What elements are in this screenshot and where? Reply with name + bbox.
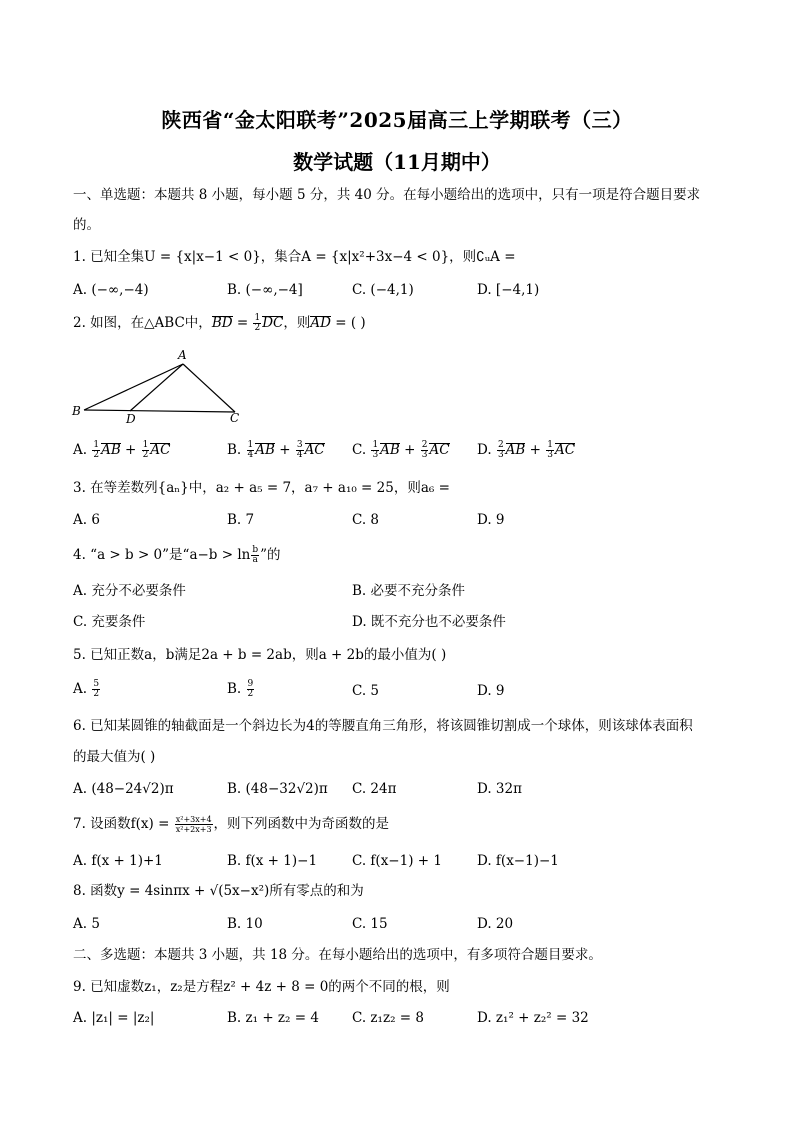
q8-option-d: D. 20 — [477, 916, 514, 932]
q2-label-a: A — [178, 348, 187, 362]
q2-vec-ad: AD — [310, 315, 331, 331]
q6-stem-cont: 的最大值为( ) — [73, 749, 156, 765]
q8-option-a: A. 5 — [73, 916, 100, 932]
q3-option-b: B. 7 — [227, 512, 255, 528]
q3-stem: 3. 在等差数列{aₙ}中，a₂ + a₅ = 7，a₇ + a₁₀ = 25，则a₆ = — [73, 480, 450, 496]
q2-vec-bd: BD — [211, 315, 233, 331]
q7-fraction: $\frac{\text{x²+3x+4}}{\text{x²+2x+3}}$ — [175, 815, 212, 834]
q3-option-a: A. 6 — [73, 512, 100, 528]
q2-option-a: A. $\frac{1}{2}$ AB + $\frac{1}{2}$ AC — [73, 440, 171, 460]
q8-option-c: C. 15 — [352, 916, 388, 932]
q4-frac-b-over-a: $\frac{b}{a}$ — [252, 545, 259, 565]
q7-option-a: A. f(x + 1)+1 — [73, 853, 163, 869]
q5-option-d: D. 9 — [477, 683, 505, 699]
q6-option-c: C. 24π — [352, 781, 397, 797]
q2-option-b: B. $\frac{1}{4}$ AB + $\frac{3}{4}$ AC — [227, 440, 325, 460]
q9-option-b: B. z₁ + z₂ = 4 — [227, 1010, 319, 1026]
q2-stem-intro: 2. 如图，在△ABC中， — [73, 315, 212, 331]
section1-heading: 一、单选题：本题共 8 小题，每小题 5 分，共 40 分。在每小题给出的选项中，只有一项是符合题目要求 — [73, 187, 701, 203]
q7-option-c: C. f(x−1) + 1 — [352, 853, 442, 869]
exam-title: 陕西省“金太阳联考”2025届高三上学期联考（三） — [161, 108, 633, 132]
q5-option-c: C. 5 — [352, 683, 380, 699]
q9-option-d: D. z₁² + z₂² = 32 — [477, 1010, 589, 1026]
q8-stem: 8. 函数y = 4sinπx + √(5x−x²)所有零点的和为 — [73, 883, 364, 899]
q1-option-d: D. [−4,1) — [477, 282, 540, 298]
q2-option-d: D. $\frac{2}{3}$ AB + $\frac{1}{3}$ AC — [477, 440, 576, 460]
q4-option-b: B. 必要不充分条件 — [352, 583, 466, 599]
section1-heading-cont: 的。 — [73, 217, 100, 233]
q2-label-b: B — [72, 404, 81, 418]
q9-option-a: A. |z₁| = |z₂| — [73, 1010, 155, 1026]
q4-option-c: C. 充要条件 — [73, 614, 146, 630]
q4-option-d: D. 既不充分也不必要条件 — [352, 614, 506, 630]
section2-heading: 二、多选题：本题共 3 小题，共 18 分。在每小题给出的选项中，有多项符合题目要求。 — [73, 947, 602, 963]
q5-option-a: A. $\frac{5}{2}$ — [73, 679, 100, 699]
q6-option-a: A. (48−24√2)π — [73, 781, 174, 797]
q9-option-c: C. z₁z₂ = 8 — [352, 1010, 424, 1026]
q2-stem-paren: = ( ) — [335, 315, 366, 331]
q2-vec-dc: DC — [262, 315, 284, 331]
q6-option-b: B. (48−32√2)π — [227, 781, 328, 797]
q2-option-c: C. $\frac{1}{3}$ AB + $\frac{2}{3}$ AC — [352, 440, 450, 460]
q8-option-b: B. 10 — [227, 916, 263, 932]
q5-option-b: B. $\frac{9}{2}$ — [227, 679, 254, 699]
q1-stem: 1. 已知全集U = {x|x−1 < 0}，集合A = {x|x²+3x−4 < 0}，则∁ᵤA = — [73, 249, 516, 265]
q7-option-b: B. f(x + 1)−1 — [227, 853, 318, 869]
exam-subtitle: 数学试题（11月期中） — [293, 150, 501, 174]
q1-option-a: A. (−∞,−4) — [73, 282, 149, 298]
q5-stem: 5. 已知正数a，b满足2a + b = 2ab，则a + 2b的最小值为( ) — [73, 647, 447, 663]
q6-option-d: D. 32π — [477, 781, 522, 797]
q2-label-d: D — [126, 412, 136, 425]
q2-stem: 2. 如图，在△ABC中，BD = $\frac{1}{2}$ DC，则AD = ( ) — [73, 313, 366, 333]
q4-option-a: A. 充分不必要条件 — [73, 583, 186, 599]
q2-frac-half: $\frac{1}{2}$ — [254, 313, 261, 333]
q3-option-d: D. 9 — [477, 512, 505, 528]
q7-option-d: D. f(x−1)−1 — [477, 853, 559, 869]
q4-stem: 4. “a > b > 0”是“a−b > ln $\frac{b}{a}$ ”的 — [73, 545, 281, 565]
q3-option-c: C. 8 — [352, 512, 380, 528]
q2-triangle-figure — [70, 345, 250, 425]
q7-stem: 7. 设函数f(x) = $\frac{\text{x²+3x+4}}{\text{x²+2x+3}}$ ，则下列函数中为奇函数的是 — [73, 815, 390, 834]
q9-stem: 9. 已知虚数z₁，z₂是方程z² + 4z + 8 = 0的两个不同的根，则 — [73, 979, 450, 995]
q6-stem: 6. 已知某圆锥的轴截面是一个斜边长为4的等腰直角三角形，将该圆锥切割成一个球体，则该球体表面积 — [73, 718, 693, 734]
q1-option-c: C. (−4,1) — [352, 282, 414, 298]
q1-option-b: B. (−∞,−4] — [227, 282, 303, 298]
q2-label-c: C — [230, 411, 240, 425]
q2-stem-then: ，则 — [283, 315, 311, 331]
